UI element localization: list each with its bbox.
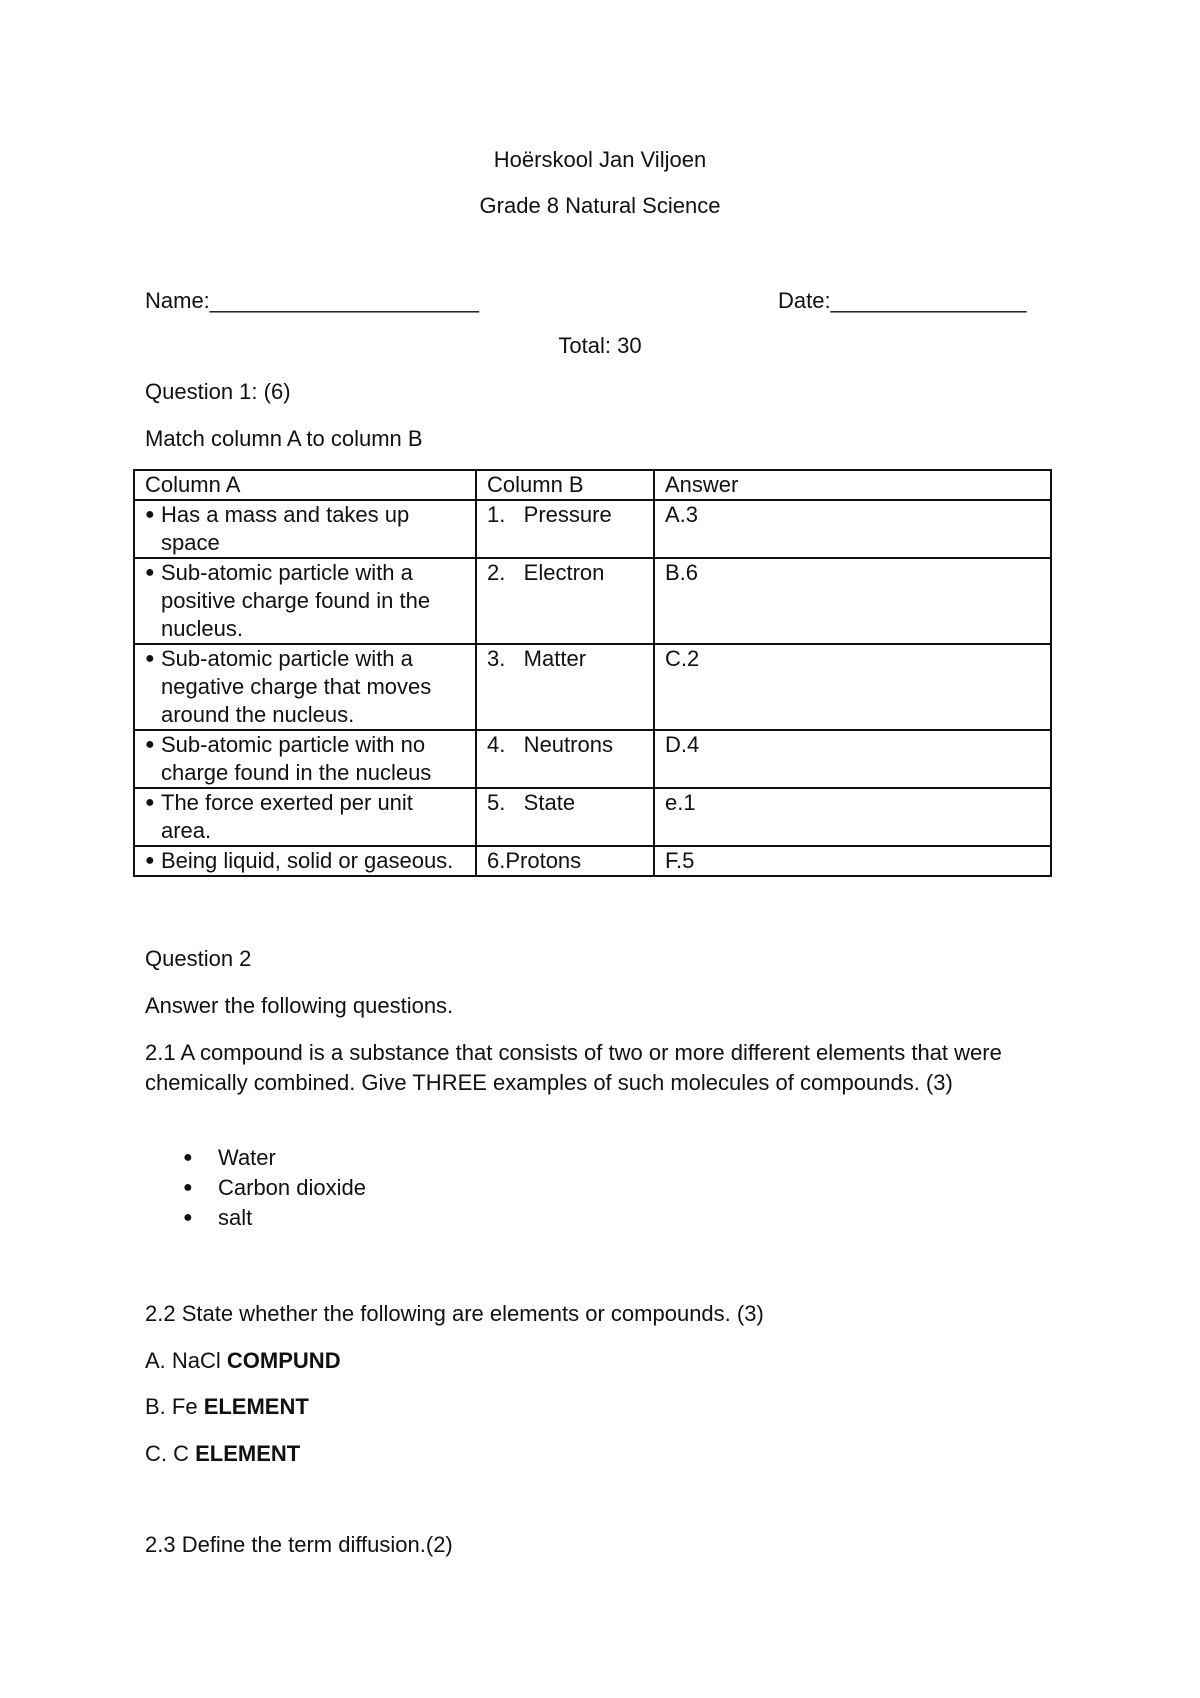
bullet-icon: ●	[145, 564, 155, 581]
column-a-cell: ● Has a mass and takes up space	[134, 500, 476, 558]
table-row	[134, 730, 1051, 788]
table-header-row	[134, 470, 1051, 500]
subject-title: Grade 8 Natural Science	[479, 193, 721, 218]
answer-header: Answer	[654, 470, 1051, 500]
matching-table	[133, 469, 1052, 877]
column-a-cell: ● Being liquid, solid or gaseous.	[134, 846, 476, 876]
question-2-title: Question 2	[145, 946, 252, 971]
question-1-title: Question 1: (6)	[145, 379, 291, 404]
answer-cell: A.3	[654, 500, 1051, 558]
bullet-icon: ●	[145, 650, 155, 667]
bullet-icon: ●	[183, 1149, 193, 1166]
answer-cell: B.6	[654, 558, 1051, 644]
column-a-header: Column A	[134, 470, 476, 500]
table-row	[134, 644, 1051, 730]
question-2-3-text: 2.3 Define the term diffusion.(2)	[145, 1532, 453, 1557]
bullet-icon: ●	[183, 1179, 193, 1196]
column-b-cell: 4. Neutrons	[476, 730, 654, 788]
column-a-cell: ● Sub-atomic particle with no charge found in the nucleus	[134, 730, 476, 788]
column-a-cell: ● The force exerted per unit area.	[134, 788, 476, 846]
question-2-2-text: 2.2 State whether the following are elements or compounds. (3)	[145, 1301, 764, 1326]
school-name: Hoërskool Jan Viljoen	[493, 147, 707, 172]
bullet-icon: ●	[145, 736, 155, 753]
answer-cell: F.5	[654, 846, 1051, 876]
question-2-instruction: Answer the following questions.	[145, 993, 454, 1018]
column-a-cell: ● Sub-atomic particle with a positive charge found in the nucleus.	[134, 558, 476, 644]
column-b-header: Column B	[476, 470, 654, 500]
answer-value: COMPUND	[226, 1348, 341, 1373]
answer-value: ELEMENT	[203, 1394, 309, 1419]
question-2-1-text: 2.1 A compound is a substance that consists of two or more different elements that were chemically combined. Give THREE examples of such molecules of compounds. (3)	[145, 1040, 1002, 1095]
column-a-cell: ● Sub-atomic particle with a negative charge that moves around the nucleus.	[134, 644, 476, 730]
column-b-cell: 5. State	[476, 788, 654, 846]
bullet-icon: ●	[145, 506, 155, 523]
bullet-icon: ●	[145, 794, 155, 811]
date-field: Date:________________	[778, 288, 1027, 313]
table-row	[134, 788, 1051, 846]
answer-line-b	[145, 1393, 309, 1421]
answer-label: C. C	[145, 1441, 196, 1466]
table-row	[134, 846, 1051, 876]
answer-label: B. Fe	[145, 1394, 204, 1419]
column-b-cell: 6.Protons	[476, 846, 654, 876]
answer-cell: e.1	[654, 788, 1051, 846]
column-b-cell: 3. Matter	[476, 644, 654, 730]
bullet-icon: ●	[145, 852, 155, 869]
name-field: Name:______________________	[145, 288, 479, 313]
answer-label: A. NaCl	[145, 1348, 227, 1373]
question-1-instruction: Match column A to column B	[145, 426, 423, 451]
answer-value: ELEMENT	[195, 1441, 301, 1466]
bullet-icon: ●	[183, 1209, 193, 1226]
table-row	[134, 558, 1051, 644]
total-marks: Total: 30	[558, 333, 642, 358]
answer-line-c	[145, 1440, 300, 1468]
column-b-cell: 1. Pressure	[476, 500, 654, 558]
table-row	[134, 500, 1051, 558]
answer-line-a	[145, 1347, 341, 1375]
column-b-cell: 2. Electron	[476, 558, 654, 644]
answer-cell: C.2	[654, 644, 1051, 730]
worksheet-page: Hoërskool Jan Viljoen Grade 8 Natural Science Name:______________________ Date:________________ Total: 30 Question 1: (6) Match column A to column B Column A Column B Answer ● Has a mass and takes up space 1. Pressure A.3 ● Sub-atomic particle with a positive charge found in the nucleus. 2. Electron B.6 ● Sub-atomic particle with a negative charge that moves around the nucleus. 3. Matter C.2 ● Sub-atomic particle with no charge found in the nucleus 4. Neutrons D.4 ● The force exerted per unit area. 5. State e.1 ● Being liquid, solid or gaseous. 6.Protons F.5 Question 2 Answer the following questions. 2.1 A compound is a substance that consists of two or more different elements that were chemically combined. Give THREE examples of such molecules of compounds. (3) ● Water ● Carbon dioxide ● salt 2.2 State whether the following are elements or compounds. (3) A. NaCl COMPUND B. Fe ELEMENT C. C ELEMENT 2.3 Define the term diffusion.(2)	[0, 0, 1200, 1698]
answer-cell: D.4	[654, 730, 1051, 788]
